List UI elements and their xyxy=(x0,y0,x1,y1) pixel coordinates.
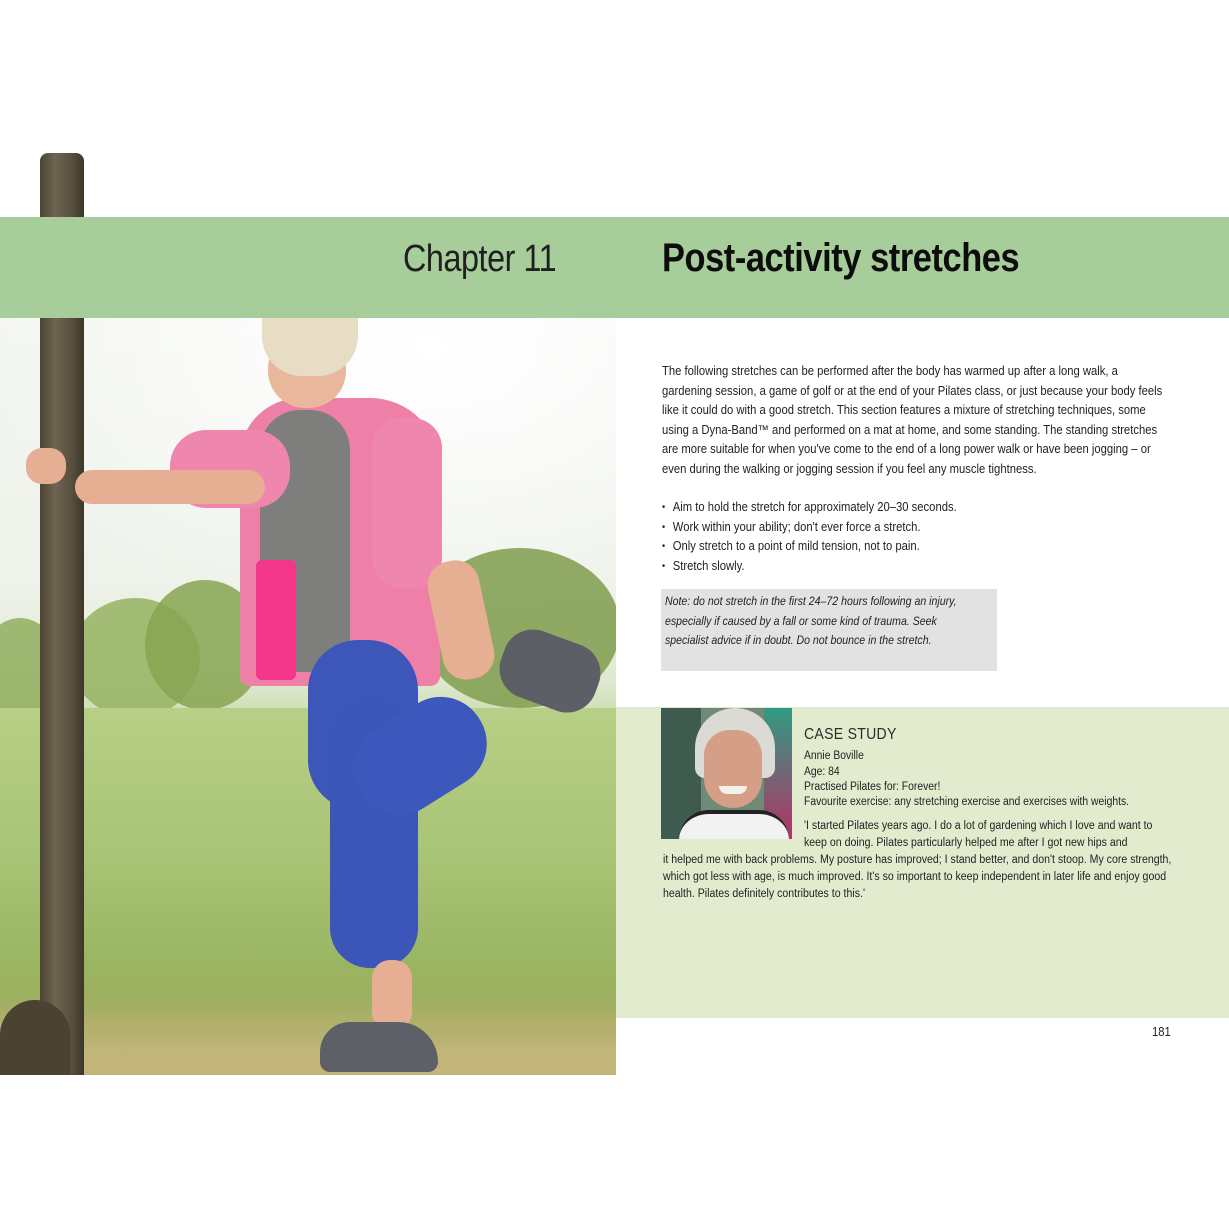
list-item: • Aim to hold the stretch for approximately 20–30 seconds. xyxy=(662,498,1130,518)
woman-standing-shoe xyxy=(320,1022,438,1072)
chapter-label: Chapter 11 xyxy=(403,238,557,280)
case-study-age: Age: 84 xyxy=(804,766,840,778)
case-study-quote-start: 'I started Pilates years ago. I do a lot of gardening which I love and want to keep on doing. Pilates particularly helped me after I got new hips and xyxy=(804,820,1153,849)
woman-arm xyxy=(75,470,265,504)
case-study-practised: Practised Pilates for: Forever! xyxy=(804,781,941,793)
intro-paragraph: The following stretches can be performed after the body has warmed up after a long walk, a gardening session, a game of golf or at the end of your Pilates class, or just because your body feels like it could do with a good stretch. This section features a mixture of stretching techniques, some using a Dyna-Band™ and performed on a mat at home, and some standing. The standing stretches are more suitable for when you've come to the end of a long power walk or have been jogging – or even during the walking or jogging session if you feel any muscle tightness. xyxy=(662,364,1163,476)
stretch-tips-list xyxy=(662,498,1130,576)
woman-undershirt xyxy=(256,560,296,680)
page-number: 181 xyxy=(1152,1025,1171,1039)
woman-right-sleeve xyxy=(372,418,442,588)
chapter-banner xyxy=(0,217,1229,318)
list-item: • Work within your ability; don't ever force a stretch. xyxy=(662,518,1130,538)
ground-patch xyxy=(0,998,616,1075)
note-text: Note: do not stretch in the first 24–72 hours following an injury, especially if caused by a fall or some kind of trauma. Seek specialist advice if in doubt. Do not bounce in the stretch. xyxy=(665,594,957,647)
tree-trunk-base xyxy=(0,1000,70,1075)
case-study-portrait xyxy=(661,708,792,839)
woman-hand xyxy=(26,448,66,484)
case-study-name: Annie Boville xyxy=(804,750,864,762)
case-study-favourite: Favourite exercise: any stretching exercise and exercises with weights. xyxy=(804,796,1130,808)
chapter-title: Post-activity stretches xyxy=(662,236,1020,280)
case-study-quote-end: it helped me with back problems. My posture has improved; I stand better, and don't stoop. My core strength, which got less with age, is much improved. It's so important to keep independent in later life and enjoy good health. Pilates definitely contributes to this.' xyxy=(663,854,1172,900)
list-item: • Only stretch to a point of mild tension, not to pain. xyxy=(662,537,1130,557)
woman-ankle xyxy=(372,960,412,1030)
case-study-heading: CASE STUDY xyxy=(804,726,897,743)
list-item: • Stretch slowly. xyxy=(662,557,1130,577)
